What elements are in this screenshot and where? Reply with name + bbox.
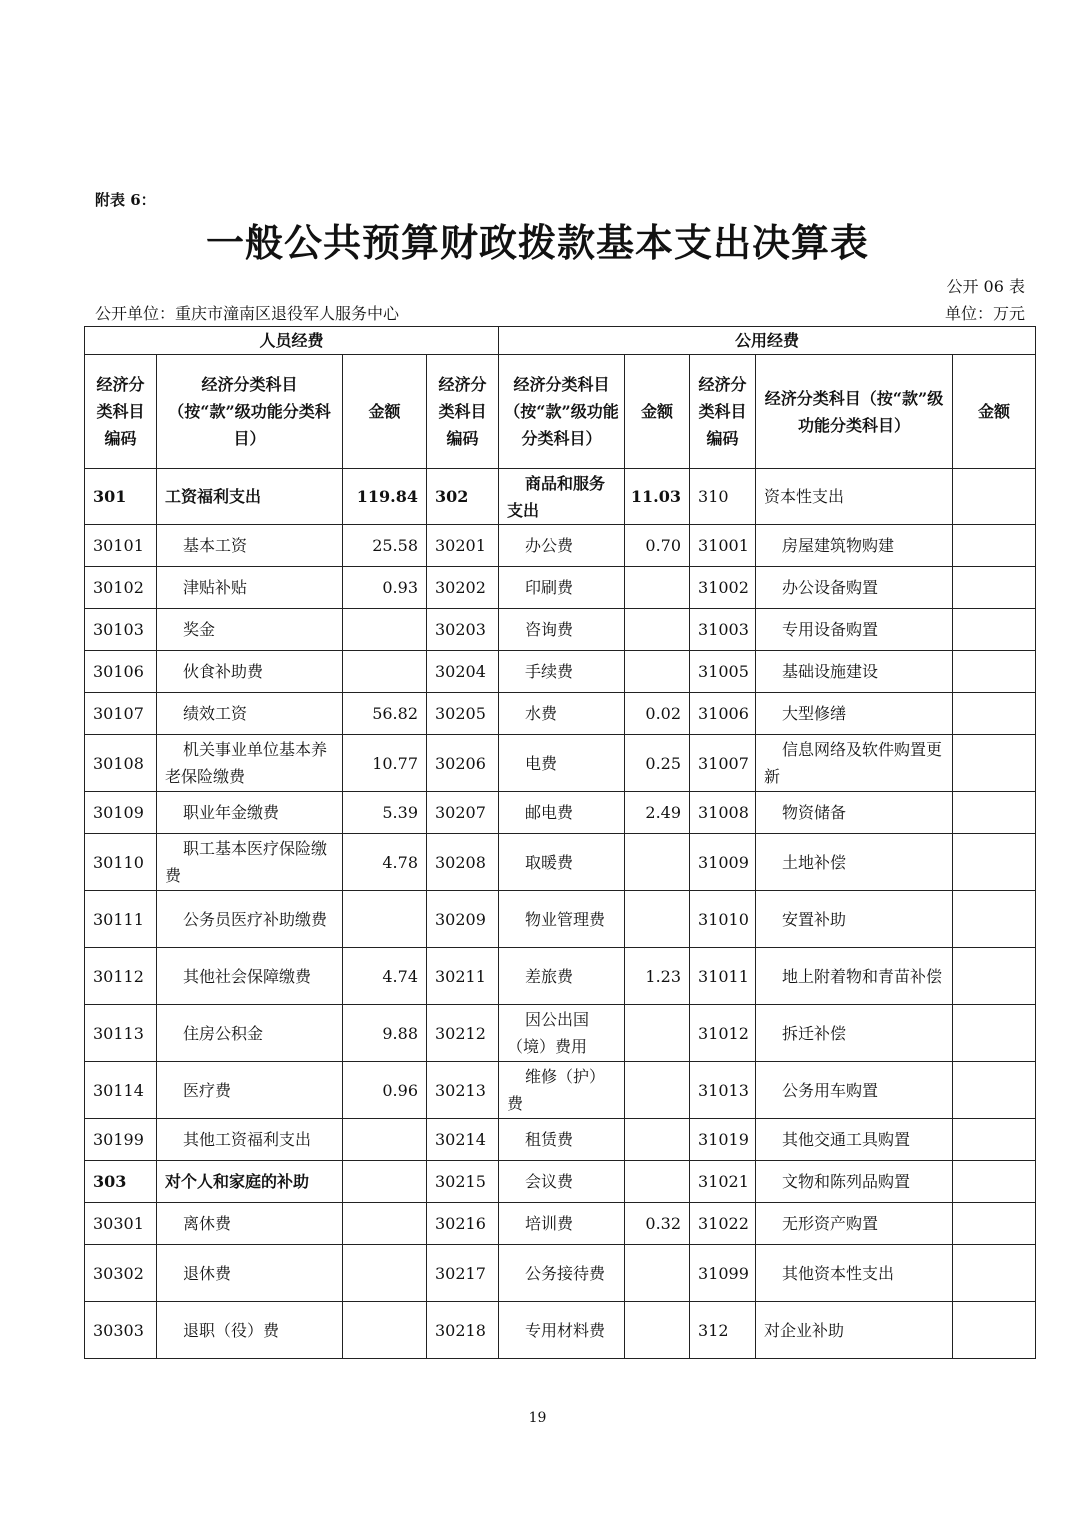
cell-g-name: 专用材料费 — [499, 1302, 625, 1359]
cell-c-code: 31006 — [690, 693, 756, 735]
cell-c-amount — [953, 948, 1036, 1005]
currency-unit: 单位：万元 — [944, 304, 1025, 323]
cell-p-amount — [343, 609, 427, 651]
cell-p-code: 30113 — [85, 1005, 157, 1062]
cell-c-name: 办公设备购置 — [756, 567, 953, 609]
cell-g-code: 302 — [427, 469, 499, 525]
cell-p-amount: 10.77 — [343, 735, 427, 792]
cell-c-code: 31007 — [690, 735, 756, 792]
table-row — [85, 651, 1036, 693]
cell-c-code: 31022 — [690, 1203, 756, 1245]
cell-g-name: 因公出国（境）费用 — [499, 1005, 625, 1062]
cell-g-name: 差旅费 — [499, 948, 625, 1005]
cell-c-amount — [953, 469, 1036, 525]
table-row — [85, 1245, 1036, 1302]
cell-g-amount: 2.49 — [625, 792, 690, 834]
cell-p-name: 职业年金缴费 — [157, 792, 343, 834]
cell-g-name: 印刷费 — [499, 567, 625, 609]
cell-g-name: 维修（护）费 — [499, 1062, 625, 1119]
cell-g-code: 30212 — [427, 1005, 499, 1062]
cell-c-code: 31008 — [690, 792, 756, 834]
cell-p-amount: 4.78 — [343, 834, 427, 891]
cell-c-name: 房屋建筑物购建 — [756, 525, 953, 567]
table-row — [85, 1119, 1036, 1161]
cell-p-name: 离休费 — [157, 1203, 343, 1245]
cell-c-name: 土地补偿 — [756, 834, 953, 891]
cell-p-amount: 119.84 — [343, 469, 427, 525]
cell-c-name: 专用设备购置 — [756, 609, 953, 651]
table-row — [85, 891, 1036, 948]
cell-c-amount — [953, 834, 1036, 891]
cell-g-amount — [625, 1062, 690, 1119]
cell-p-code: 30101 — [85, 525, 157, 567]
cell-p-code: 30109 — [85, 792, 157, 834]
cell-c-name: 物资储备 — [756, 792, 953, 834]
cell-p-amount: 0.96 — [343, 1062, 427, 1119]
cell-g-code: 30206 — [427, 735, 499, 792]
cell-c-amount — [953, 609, 1036, 651]
cell-p-amount — [343, 651, 427, 693]
cell-p-name: 绩效工资 — [157, 693, 343, 735]
cell-c-amount — [953, 1161, 1036, 1203]
cell-g-code: 30214 — [427, 1119, 499, 1161]
cell-c-code: 31019 — [690, 1119, 756, 1161]
cell-g-name: 办公费 — [499, 525, 625, 567]
page-title: 一般公共预算财政拨款基本支出决算表 — [205, 220, 869, 265]
cell-g-code: 30204 — [427, 651, 499, 693]
cell-p-amount: 0.93 — [343, 567, 427, 609]
cell-p-amount: 25.58 — [343, 525, 427, 567]
cell-g-amount — [625, 891, 690, 948]
cell-c-code: 31010 — [690, 891, 756, 948]
group-header-row — [85, 327, 1036, 355]
cell-g-amount — [625, 1161, 690, 1203]
cell-c-code: 312 — [690, 1302, 756, 1359]
cell-c-name: 地上附着物和青苗补偿 — [756, 948, 953, 1005]
cell-p-amount — [343, 1302, 427, 1359]
table-row — [85, 1203, 1036, 1245]
cell-c-amount — [953, 1302, 1036, 1359]
cell-c-code: 31013 — [690, 1062, 756, 1119]
cell-g-code: 30216 — [427, 1203, 499, 1245]
table-row — [85, 735, 1036, 792]
cell-p-code: 30303 — [85, 1302, 157, 1359]
cell-g-name: 水费 — [499, 693, 625, 735]
cell-g-name: 咨询费 — [499, 609, 625, 651]
cell-p-amount — [343, 1161, 427, 1203]
cell-p-name: 住房公积金 — [157, 1005, 343, 1062]
cell-g-name: 取暖费 — [499, 834, 625, 891]
table-row — [85, 525, 1036, 567]
cell-g-code: 30211 — [427, 948, 499, 1005]
cell-p-code: 30302 — [85, 1245, 157, 1302]
cell-g-amount — [625, 834, 690, 891]
cell-c-code: 31003 — [690, 609, 756, 651]
cell-g-amount: 0.02 — [625, 693, 690, 735]
cell-p-code: 30114 — [85, 1062, 157, 1119]
cell-c-amount — [953, 1203, 1036, 1245]
header-c-amount: 金额 — [953, 355, 1036, 469]
cell-p-amount: 9.88 — [343, 1005, 427, 1062]
cell-c-code: 31002 — [690, 567, 756, 609]
cell-g-code: 30202 — [427, 567, 499, 609]
cell-g-amount: 1.23 — [625, 948, 690, 1005]
table-row — [85, 609, 1036, 651]
cell-p-code: 301 — [85, 469, 157, 525]
cell-g-code: 30215 — [427, 1161, 499, 1203]
cell-c-amount — [953, 1245, 1036, 1302]
cell-c-code: 31011 — [690, 948, 756, 1005]
cell-p-name: 津贴补贴 — [157, 567, 343, 609]
cell-c-amount — [953, 891, 1036, 948]
table-row — [85, 834, 1036, 891]
cell-c-name: 安置补助 — [756, 891, 953, 948]
cell-g-code: 30217 — [427, 1245, 499, 1302]
cell-g-amount — [625, 1302, 690, 1359]
cell-c-name: 基础设施建设 — [756, 651, 953, 693]
cell-g-code: 30208 — [427, 834, 499, 891]
cell-p-code: 30103 — [85, 609, 157, 651]
cell-g-code: 30203 — [427, 609, 499, 651]
table-row — [85, 1062, 1036, 1119]
cell-c-name: 拆迁补偿 — [756, 1005, 953, 1062]
cell-g-name: 物业管理费 — [499, 891, 625, 948]
cell-p-code: 30102 — [85, 567, 157, 609]
cell-c-name: 资本性支出 — [756, 469, 953, 525]
header-p-name: 经济分类科目（按“款”级功能分类科目） — [157, 355, 343, 469]
cell-g-code: 30201 — [427, 525, 499, 567]
cell-c-code: 31009 — [690, 834, 756, 891]
cell-p-code: 30301 — [85, 1203, 157, 1245]
cell-p-code: 303 — [85, 1161, 157, 1203]
cell-p-name: 其他工资福利支出 — [157, 1119, 343, 1161]
cell-g-name: 会议费 — [499, 1161, 625, 1203]
cell-c-name: 其他交通工具购置 — [756, 1119, 953, 1161]
cell-c-code: 31021 — [690, 1161, 756, 1203]
cell-p-name: 退职（役）费 — [157, 1302, 343, 1359]
cell-g-code: 30207 — [427, 792, 499, 834]
cell-c-code: 310 — [690, 469, 756, 525]
header-c-code: 经济分类科目编码 — [690, 355, 756, 469]
cell-c-amount — [953, 1005, 1036, 1062]
cell-g-name: 电费 — [499, 735, 625, 792]
cell-g-code: 30205 — [427, 693, 499, 735]
group-public: 公用经费 — [499, 327, 1036, 355]
cell-g-amount — [625, 567, 690, 609]
cell-c-amount — [953, 693, 1036, 735]
cell-p-amount: 4.74 — [343, 948, 427, 1005]
cell-c-code: 31001 — [690, 525, 756, 567]
cell-c-name: 无形资产购置 — [756, 1203, 953, 1245]
cell-g-amount: 0.70 — [625, 525, 690, 567]
cell-c-amount — [953, 1119, 1036, 1161]
cell-c-amount — [953, 792, 1036, 834]
cell-c-name: 文物和陈列品购置 — [756, 1161, 953, 1203]
expenditure-table — [84, 326, 1036, 1359]
table-row — [85, 469, 1036, 525]
cell-p-name: 公务员医疗补助缴费 — [157, 891, 343, 948]
cell-c-name: 其他资本性支出 — [756, 1245, 953, 1302]
cell-g-code: 30213 — [427, 1062, 499, 1119]
cell-g-name: 租赁费 — [499, 1119, 625, 1161]
cell-p-code: 30107 — [85, 693, 157, 735]
cell-p-name: 伙食补助费 — [157, 651, 343, 693]
cell-c-amount — [953, 567, 1036, 609]
cell-c-amount — [953, 651, 1036, 693]
cell-g-name: 公务接待费 — [499, 1245, 625, 1302]
cell-p-name: 其他社会保障缴费 — [157, 948, 343, 1005]
cell-g-amount: 0.25 — [625, 735, 690, 792]
header-g-name: 经济分类科目（按“款”级功能分类科目） — [499, 355, 625, 469]
cell-c-name: 大型修缮 — [756, 693, 953, 735]
table-row — [85, 567, 1036, 609]
cell-p-name: 奖金 — [157, 609, 343, 651]
cell-p-code: 30110 — [85, 834, 157, 891]
table-row — [85, 1005, 1036, 1062]
cell-g-amount — [625, 651, 690, 693]
cell-p-code: 30111 — [85, 891, 157, 948]
group-personnel: 人员经费 — [85, 327, 499, 355]
table-row — [85, 1161, 1036, 1203]
cell-p-name: 职工基本医疗保险缴费 — [157, 834, 343, 891]
cell-p-name: 基本工资 — [157, 525, 343, 567]
cell-g-amount — [625, 1245, 690, 1302]
table-row — [85, 1302, 1036, 1359]
cell-g-amount — [625, 1005, 690, 1062]
cell-p-name: 工资福利支出 — [157, 469, 343, 525]
cell-p-name: 退休费 — [157, 1245, 343, 1302]
header-p-amount: 金额 — [343, 355, 427, 469]
header-c-name: 经济分类科目（按“款”级功能分类科目） — [756, 355, 953, 469]
cell-c-name: 信息网络及软件购置更新 — [756, 735, 953, 792]
cell-p-amount — [343, 1119, 427, 1161]
cell-p-name: 机关事业单位基本养老保险缴费 — [157, 735, 343, 792]
cell-g-amount: 0.32 — [625, 1203, 690, 1245]
attachment-label: 附表 6： — [95, 191, 156, 209]
cell-c-amount — [953, 525, 1036, 567]
form-number: 公开 06 表 — [946, 277, 1025, 296]
cell-g-amount — [625, 1119, 690, 1161]
cell-c-name: 公务用车购置 — [756, 1062, 953, 1119]
header-g-amount: 金额 — [625, 355, 690, 469]
cell-g-name: 邮电费 — [499, 792, 625, 834]
table-row — [85, 792, 1036, 834]
cell-c-name: 对企业补助 — [756, 1302, 953, 1359]
page-number: 19 — [528, 1410, 547, 1426]
cell-g-code: 30209 — [427, 891, 499, 948]
table-row — [85, 693, 1036, 735]
cell-g-name: 培训费 — [499, 1203, 625, 1245]
cell-p-code: 30112 — [85, 948, 157, 1005]
cell-g-name: 商品和服务支出 — [499, 469, 625, 525]
cell-c-code: 31099 — [690, 1245, 756, 1302]
header-p-code: 经济分类科目编码 — [85, 355, 157, 469]
cell-p-amount — [343, 1203, 427, 1245]
cell-p-code: 30106 — [85, 651, 157, 693]
cell-g-amount — [625, 609, 690, 651]
reporting-unit: 公开单位：重庆市潼南区退役军人服务中心 — [95, 304, 400, 323]
cell-c-amount — [953, 735, 1036, 792]
cell-p-amount: 5.39 — [343, 792, 427, 834]
cell-p-amount: 56.82 — [343, 693, 427, 735]
cell-c-code: 31012 — [690, 1005, 756, 1062]
cell-p-name: 医疗费 — [157, 1062, 343, 1119]
column-header-row — [85, 355, 1036, 469]
cell-p-name: 对个人和家庭的补助 — [157, 1161, 343, 1203]
cell-c-code: 31005 — [690, 651, 756, 693]
cell-p-code: 30108 — [85, 735, 157, 792]
header-g-code: 经济分类科目编码 — [427, 355, 499, 469]
cell-p-code: 30199 — [85, 1119, 157, 1161]
cell-g-code: 30218 — [427, 1302, 499, 1359]
cell-p-amount — [343, 891, 427, 948]
table-row — [85, 948, 1036, 1005]
cell-c-amount — [953, 1062, 1036, 1119]
cell-p-amount — [343, 1245, 427, 1302]
cell-g-name: 手续费 — [499, 651, 625, 693]
cell-g-amount: 11.03 — [625, 469, 690, 525]
